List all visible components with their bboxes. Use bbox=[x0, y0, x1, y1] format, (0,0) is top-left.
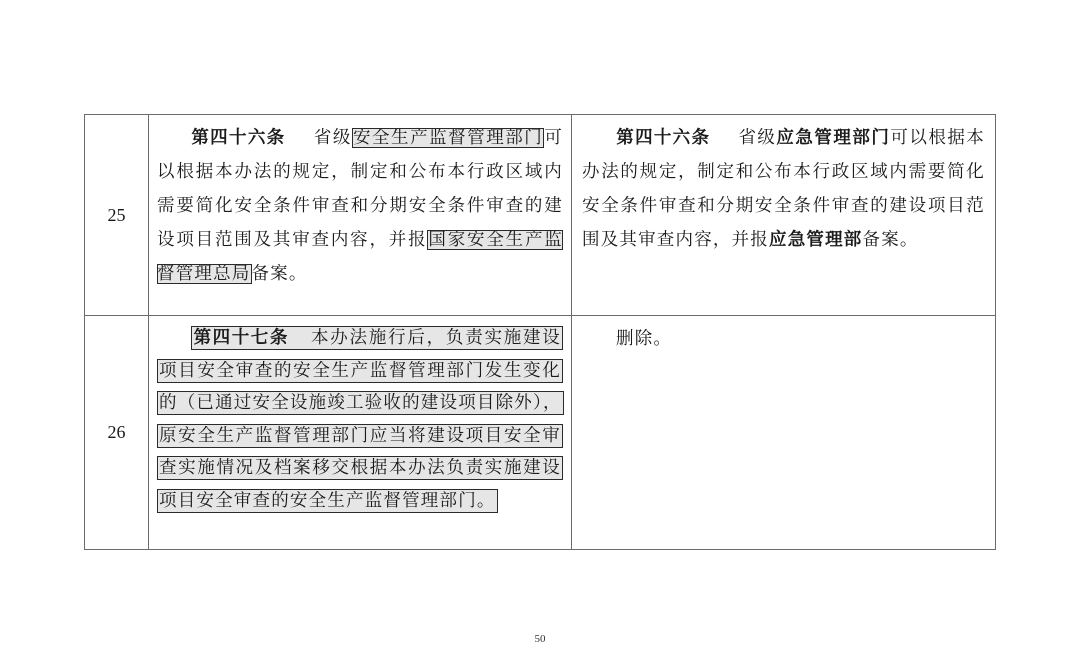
bold-text: 应急管理部 bbox=[769, 230, 863, 250]
bold-text: 应急管理部门 bbox=[776, 128, 891, 148]
old-provision bbox=[149, 115, 571, 297]
old-text-cell bbox=[149, 115, 572, 316]
old-provision bbox=[149, 316, 571, 523]
old-text-cell bbox=[149, 316, 572, 550]
page-number: 50 bbox=[534, 633, 546, 645]
text-segment: 备案。 bbox=[862, 230, 919, 250]
new-text-cell bbox=[572, 316, 996, 550]
row-number: 25 bbox=[85, 115, 149, 316]
highlighted-block bbox=[157, 326, 564, 513]
new-provision bbox=[572, 316, 995, 362]
article-title: 第四十七条 bbox=[193, 328, 289, 348]
comparison-table bbox=[84, 114, 996, 550]
text-segment: 可以根据本办法的规定，制定和公布本行政区域内需要简化安全条件审查和分期安全条件审查的建设项目范围及其审查内容，并报 bbox=[157, 128, 564, 250]
text-segment: 备案。 bbox=[251, 264, 308, 284]
table-row bbox=[85, 115, 996, 316]
new-provision bbox=[572, 115, 995, 263]
row-number: 26 bbox=[85, 316, 149, 550]
deleted-note: 删除。 bbox=[616, 329, 673, 349]
table-row bbox=[85, 316, 996, 550]
new-text-cell bbox=[572, 115, 996, 316]
highlighted-text: 安全生产监督管理部门 bbox=[352, 128, 544, 148]
article-title: 第四十六条 bbox=[191, 128, 286, 148]
text-segment: 省级 bbox=[738, 128, 777, 148]
text-segment: 本办法施行后，负责实施建设项目安全审查的安全生产监督管理部门发生变化的（已通过安全设施竣工验收的建设项目除外），原安全生产监督管理部门应当将建设项目安全审查实施情况及档案移交根据本办法负责实施建设项目安全审查的安全生产监督管理部门。 bbox=[159, 328, 562, 511]
text-segment: 可以根据本办法的规定，制定和公布本行政区域内需要简化安全条件审查和分期安全条件审查的建设项目范围及其审查内容，并报 bbox=[582, 128, 986, 250]
highlighted-text: 国家安全生产监督管理总局 bbox=[157, 230, 563, 284]
article-title: 第四十六条 bbox=[616, 128, 711, 148]
text-segment: 省级 bbox=[313, 128, 352, 148]
